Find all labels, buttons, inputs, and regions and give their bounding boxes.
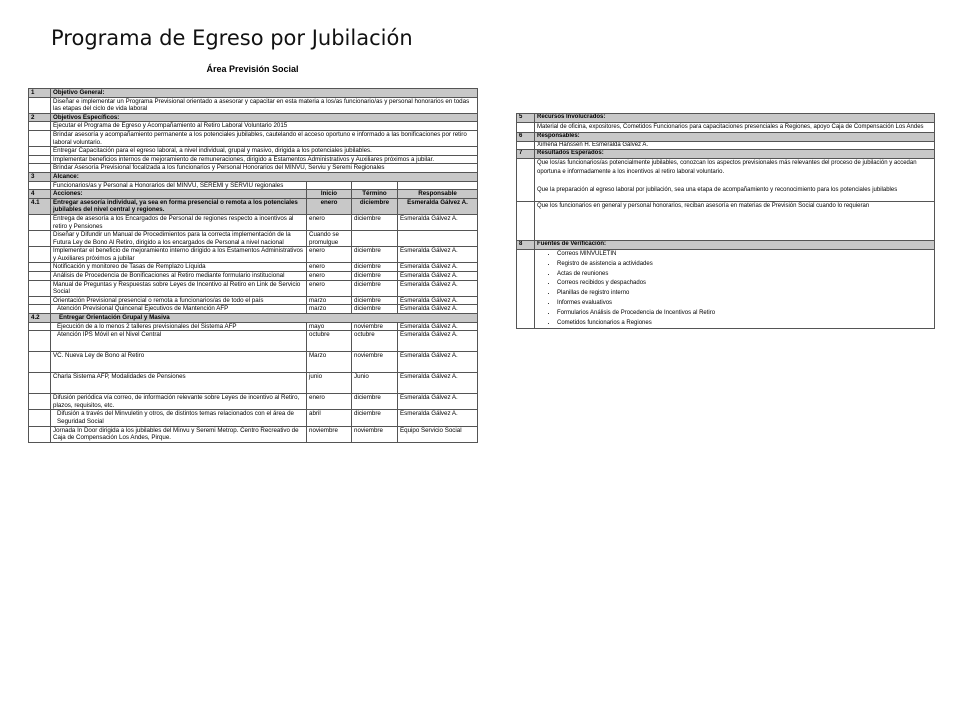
activity-termino: diciembre: [352, 214, 398, 230]
table-row: [29, 305, 478, 314]
activity-responsable: Esmeralda Gálvez A.: [398, 263, 478, 272]
activity-responsable: Esmeralda Gálvez A.: [398, 331, 478, 352]
activity-inicio: octubre: [307, 331, 352, 352]
section-header-4: [29, 190, 478, 199]
activity-text: Orientación Previsional presencial o remota a funcionarios/as de todo el país: [51, 296, 307, 305]
section-number: 5: [517, 114, 535, 123]
resources-row: [517, 122, 935, 133]
activity-responsable: Esmeralda Gálvez A.: [398, 247, 478, 263]
specific-objective-text: Brindar Asesoría Previsional focalizada a los funcionarios y Personal Honorarios del MINVU, Serviu y Seremi Regionales: [51, 164, 478, 173]
expected-result-2: Que la preparación al egreso laboral por jubilación, sea una etapa de acompañamiento y reconocimiento para los potenciales jubilables: [537, 186, 898, 193]
activity-text: Atención IPS Móvil en el Nivel Central: [51, 331, 307, 352]
expected-result-3: Que los funcionarios en general y personal honorarios, reciban asesoría en materias de Previsión Social cuando lo requieran: [535, 202, 935, 241]
activity-text: Ejecución de a lo menos 2 talleres previsionales del Sistema AFP: [51, 322, 307, 331]
section-header-6: [517, 133, 935, 142]
expected-results-row: [517, 158, 935, 202]
section-title: Objetivos Específicos:: [51, 113, 478, 122]
activity-text: Manual de Preguntas y Respuestas sobre Leyes de Incentivo al Retiro en Link de Servicio Social: [51, 280, 307, 296]
expected-result-1: Que los/as funcionarios/as potencialmente jubilables, conozcan los aspectos previsionales más relevantes del proceso de jubilación y accedan oportuna e informadamente a los incentivos al retiro laboral voluntario.: [537, 159, 917, 176]
section-title: Objetivo General:: [51, 89, 478, 98]
list-item: • Planillas de registro interno: [557, 289, 932, 299]
activity-responsable: Esmeralda Gálvez A.: [398, 410, 478, 426]
section-header-1: [29, 89, 478, 98]
list-item: • Correos MINVULETIN: [557, 250, 932, 260]
section-title: Resultados Esperados:: [535, 150, 935, 159]
specific-objective-row: [29, 130, 478, 146]
activity-responsable: [398, 231, 478, 247]
table-row: [29, 373, 478, 394]
general-objective-text: Diseñar e implementar un Programa Previsional orientado a asesorar y capacitar en esta materia a los/as funcionario/as y personal honorarios en todas las etapas del ciclo de vida laboral: [51, 97, 478, 113]
section-title: Recursos Involucrados:: [535, 114, 935, 123]
column-header-inicio: Inicio: [307, 190, 352, 199]
resources-results-table: [516, 113, 935, 329]
column-header-termino: Término: [352, 190, 398, 199]
verification-row: [517, 249, 935, 328]
section-number: 2: [29, 113, 51, 122]
column-header-responsable: Responsable: [398, 190, 478, 199]
list-item: • Correos recibidos y despachados: [557, 279, 932, 289]
table-row: [29, 263, 478, 272]
activity-inicio: marzo: [307, 296, 352, 305]
section-title: Alcance:: [51, 172, 478, 181]
activity-inicio: Marzo: [307, 352, 352, 373]
section-title: Acciones:: [51, 190, 307, 199]
section-header-2: [29, 113, 478, 122]
table-row: [29, 331, 478, 352]
section-number: 1: [29, 89, 51, 98]
activity-text: Difusión a través del Minvuletin y otros, de distintos temas relacionados con el área de Seguridad Social: [51, 410, 307, 426]
activity-termino: noviembre: [352, 322, 398, 331]
activity-text: Análisis de Procedencia de Bonificaciones al Retiro mediante formulario institucional: [51, 272, 307, 281]
sheet-title: Área Previsión Social: [206, 64, 299, 74]
verification-list: [537, 250, 932, 328]
table-row: [29, 352, 478, 373]
activity-inicio: marzo: [307, 305, 352, 314]
specific-objective-text: Brindar asesoría y acompañamiento permanente a los potenciales jubilables, cautelando el acceso oportuno e informado a las bonificaciones por retiro laboral voluntario.: [51, 130, 478, 146]
specific-objective-row: [29, 147, 478, 156]
activity-inicio: enero: [307, 272, 352, 281]
section-number: 4: [29, 190, 51, 199]
action-number: 4.2: [29, 314, 51, 323]
section-header-5: [517, 114, 935, 123]
specific-objective-text: Implementar beneficios internos de mejoramiento de remuneraciones, dirigido a Estamentos Administrativos y Auxiliares próximos a jubilar.: [51, 155, 478, 164]
action-number: 4.1: [29, 198, 51, 214]
activity-termino: noviembre: [352, 352, 398, 373]
activity-text: Jornada In Door dirigida a los jubilables del Minvu y Seremi Metrop. Centro Recreativo de Caja de Compensación Los Andes, Pirque.: [51, 426, 307, 442]
activity-termino: diciembre: [352, 305, 398, 314]
activity-responsable: Equipo Servicio Social: [398, 426, 478, 442]
table-row: [29, 322, 478, 331]
section-header-3: [29, 172, 478, 181]
activity-responsable: Esmeralda Gálvez A.: [398, 352, 478, 373]
activity-inicio: abril: [307, 410, 352, 426]
activity-responsable: Esmeralda Gálvez A.: [398, 214, 478, 230]
activity-inicio: enero: [307, 247, 352, 263]
action-group-4-1: [29, 198, 478, 214]
section-header-7: [517, 150, 935, 159]
activity-termino: octubre: [352, 331, 398, 352]
section-number: 3: [29, 172, 51, 181]
table-row: [29, 214, 478, 230]
activity-inicio: enero: [307, 280, 352, 296]
responsibles-row: [517, 141, 935, 150]
list-item: • Actas de reuniones: [557, 270, 932, 280]
list-item: • Cometidos funcionarios a Regiones: [557, 319, 932, 329]
activity-responsable: Esmeralda Gálvez A.: [398, 272, 478, 281]
activity-termino: noviembre: [352, 426, 398, 442]
action-termino: diciembre: [352, 198, 398, 214]
table-row: [29, 231, 478, 247]
table-row: [29, 296, 478, 305]
section-title: Responsables:: [535, 133, 935, 142]
activity-inicio: noviembre: [307, 426, 352, 442]
list-item: • Registro de asistencia a actividades: [557, 260, 932, 270]
activity-termino: Junio: [352, 373, 398, 394]
activity-termino: diciembre: [352, 280, 398, 296]
section-number: 7: [517, 150, 535, 159]
activity-termino: diciembre: [352, 296, 398, 305]
section-number: 8: [517, 241, 535, 250]
table-row: [29, 272, 478, 281]
activity-text: Difusión periódica vía correo, de información relevante sobre Leyes de incentivo al Retiro, plazos, requisitos, etc.: [51, 394, 307, 410]
activity-text: Notificación y monitoreo de Tasas de Remplazo Líquida: [51, 263, 307, 272]
section-title: Fuentes de Verificación:: [535, 241, 935, 250]
activity-responsable: Esmeralda Gálvez A.: [398, 373, 478, 394]
table-row: [29, 280, 478, 296]
activity-responsable: Esmeralda Gálvez A.: [398, 296, 478, 305]
activity-text: Implementar el beneficio de mejoramiento interno dirigido a los Estamentos Administrativos y Auxiliares próximos a jubilar: [51, 247, 307, 263]
table-row: [29, 410, 478, 426]
specific-objective-text: Entregar Capacitación para el egreso laboral, a nivel individual, grupal y masivo, dirigida a los potenciales jubilables.: [51, 147, 478, 156]
activity-inicio: Cuando se promulgue: [307, 231, 352, 247]
table-row: [29, 394, 478, 410]
specific-objective-row: [29, 164, 478, 173]
responsibles-text: Ximena Hanssen H. Esmeralda Gálvez A.: [535, 141, 935, 150]
action-plan-table: [28, 88, 478, 443]
activity-inicio: enero: [307, 394, 352, 410]
activity-inicio: junio: [307, 373, 352, 394]
general-objective-row: [29, 97, 478, 113]
action-responsable: Esmeralda Gálvez A.: [398, 198, 478, 214]
activity-text: Charla Sistema AFP, Modalidades de Pensiones: [51, 373, 307, 394]
section-header-8: [517, 241, 935, 250]
activity-inicio: enero: [307, 263, 352, 272]
activity-responsable: Esmeralda Gálvez A.: [398, 280, 478, 296]
table-row: [29, 426, 478, 442]
section-number: 6: [517, 133, 535, 142]
activity-text: VC. Nueva Ley de Bono al Retiro: [51, 352, 307, 373]
action-inicio: enero: [307, 198, 352, 214]
activity-termino: diciembre: [352, 263, 398, 272]
list-item: • Informes evaluativos: [557, 299, 932, 309]
activity-text: Diseñar y Difundir un Manual de Procedimientos para la correcta implementación de la Futura Ley de Bono Al Retiro, dirigido a los encargados de Personal a nivel nacional: [51, 231, 307, 247]
specific-objective-row: [29, 155, 478, 164]
action-group-4-2: [29, 314, 478, 323]
activity-inicio: mayo: [307, 322, 352, 331]
slide-title: Programa de Egreso por Jubilación: [51, 26, 413, 50]
list-item: • Formularios Análisis de Procedencia de Incentivos al Retiro: [557, 309, 932, 319]
activity-termino: diciembre: [352, 410, 398, 426]
scope-row: [29, 181, 478, 190]
activity-termino: diciembre: [352, 247, 398, 263]
specific-objective-row: [29, 122, 478, 131]
activity-termino: [352, 231, 398, 247]
expected-results-row: [517, 202, 935, 241]
activity-text: Atención Previsional Quincenal Ejecutivos de Mantención AFP: [51, 305, 307, 314]
activity-termino: diciembre: [352, 272, 398, 281]
specific-objective-text: Ejecutar el Programa de Egreso y Acompañamiento al Retiro Laboral Voluntario 2015: [51, 122, 478, 131]
resources-text: Material de oficina, expositores, Cometidos Funcionarios para capacitaciones presenciales a Regiones, apoyo Caja de Compensación Los Andes: [535, 122, 935, 133]
scope-text: Funcionarios/as y Personal a Honorarios del MINVU, SEREMI y SERVIU regionales: [51, 181, 307, 190]
activity-termino: diciembre: [352, 394, 398, 410]
action-text: Entregar asesoría individual, ya sea en forma presencial o remota a los potenciales jubilables del nivel central y regiones.: [51, 198, 307, 214]
activity-responsable: Esmeralda Gálvez A.: [398, 394, 478, 410]
activity-responsable: Esmeralda Gálvez A.: [398, 305, 478, 314]
table-row: [29, 247, 478, 263]
activity-text: Entrega de asesoría a los Encargados de Personal de regiones respecto a incentivos al retiro y Pensiones: [51, 214, 307, 230]
action-text: Entregar Orientación Grupal y Masiva: [51, 314, 478, 323]
activity-responsable: Esmeralda Gálvez A.: [398, 322, 478, 331]
activity-inicio: enero: [307, 214, 352, 230]
